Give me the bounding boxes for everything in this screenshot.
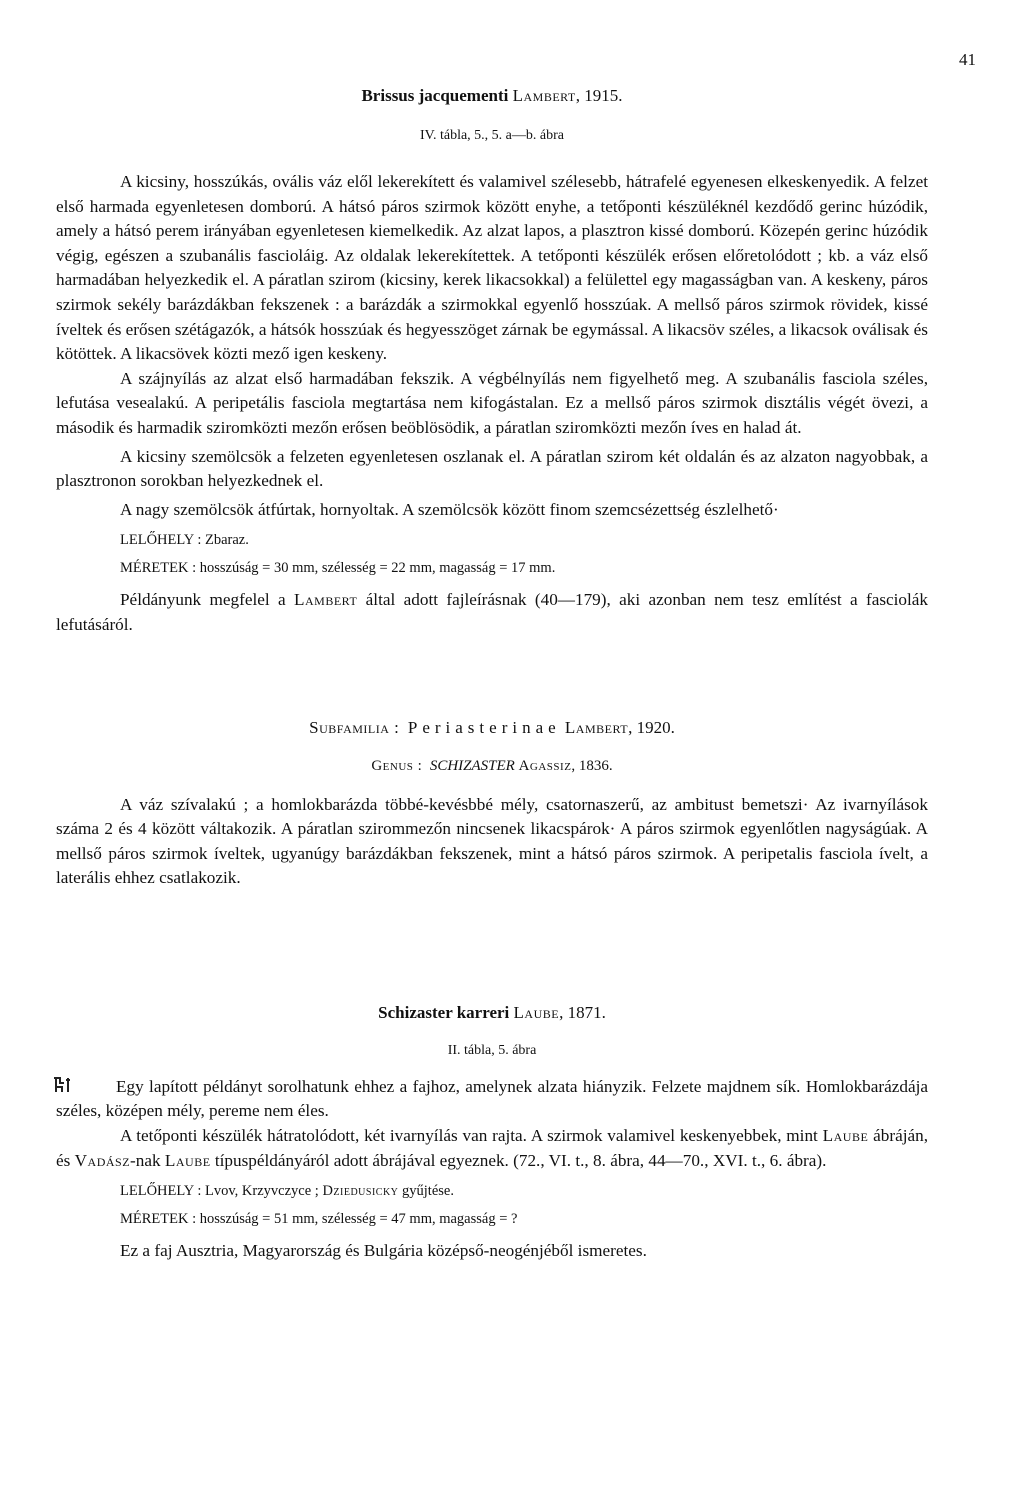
description-paragraph-3: A kicsiny szemölcsök a felzeten egyenletesen oszlanak el. A páratlan szirom két oldalán és az alzaton nagyobbak, a plasztronon sorokban helyezkednek el. [56,446,928,491]
plate-reference [0,128,992,144]
locality-label-2: LELŐHELY : [120,1183,202,1200]
measurements-value-2: hosszúság = 51 mm, szélesség = 47 mm, magasság = ? [199,1211,518,1228]
species-name-2: Schizaster karreri [378,1002,510,1022]
species-heading-schizaster [0,1003,992,1023]
species-author-2: Laube [513,1002,560,1022]
p2-author-vadasz: Vadász [74,1150,131,1170]
species-name: Brissus jacquementi [361,86,509,105]
p2-text-c: -nak [130,1150,165,1170]
measurements-value: hosszúság = 30 mm, szélesség = 22 mm, magasság = 17 mm. [199,560,556,577]
description-paragraph-1: A kicsiny, hosszúkás, ovális váz elől lekerekített és valamivel szélesebb, hátrafelé egyenesen elkeskenyedik. A felzet első harmada egyenletesen domború. A hátsó páros szirmok között enyhe, a tetőponti készüléknél kezdődő gerinc húzódik, amely a hátsó perem irányában egyenletesen kiemelkedik. Az alzat lapos, a plasztron kissé domború. Közepén gerinc húzódik végig, egészen a szubanális fascioláig. Az oldalak lekerekítettek. A tetőponti készülék erősen előretolódott ; kb. a váz első harmadában helyezkedik el. A páratlan szirom (kicsiny, kerek likacsokkal) a felülettel egy magasságban van. A keskeny, páros szirmok sekély barázdákban fekszenek : a barázdák a szirmokkal egyenlő hosszúak. A mellső páros szirmok rövidek, kissé íveltek és erősen szétágazók, a hátsók hosszúak és hegyesszöget zárnak be egymással. A likacsöv széles, a likacsok oválisak és kötöttek. A likacsövek közti mező igen keskeny. [56,172,928,364]
measurements-label: MÉRETEK : [120,560,197,577]
p2-text-d: típuspéldányáról adott ábrájával egyeznek. (72., VI. t., 8. ábra, 44—70., XVI. t., 6. ábra). [210,1150,827,1170]
measurements-label-2: MÉRETEK : [120,1211,197,1228]
locality-line-2 [120,1179,928,1203]
genus-author: Agassiz [518,757,572,774]
p2-author-laube: Laube [822,1126,869,1146]
description-paragraph-2: A szájnyílás az alzat első harmadában fekszik. A végbélnyílás nem figyelhető meg. A szubanális fasciola széles, lefutása vesealakú. A peripetális fasciola megtartása nem kifogástalan. Ez a mellső páros szirmok disztális végét övezi, a második és harmadik sziromközti mezőn erősen beöblösödik, a páratlan sziromközti mezőn íves en halad át. [56,368,928,437]
remark-paragraph [56,588,928,637]
measurements-line-2 [120,1207,928,1231]
species-title [0,86,992,106]
stamp-mark-icon [52,1075,80,1095]
p2-text-a: A tetőponti készülék hátratolódott, két ivarnyílás van rajta. A szirmok valamivel keskenyebbek, mint [120,1126,823,1146]
remark-text-b: által adott fajleírásnak (40—179), aki azonban nem tesz említést a fasciolák lefutásáról. [56,590,929,634]
genus-year: , 1836. [571,757,613,774]
genus-name: SCHIZASTER [429,757,515,774]
locality-value: Zbaraz. [205,532,249,549]
species-title-2 [0,1003,992,1023]
plate-reference-text: IV. tábla, 5., 5. a—b. ábra [420,128,564,143]
page-number: 41 [959,50,976,69]
distribution-sentence: Ez a faj Ausztria, Magyarország és Bulgária középső-neogénjéből ismeretes. [120,1241,647,1261]
genus-description: A váz szívalakú ; a homlokbarázda többé-kevésbbé mély, csatornaszerű, az ambitust bemetszi· Az ivarnyílások száma 2 és 4 között váltakozik. A páratlan szirommezőn nincsenek likacspárok· A páros szirmok egyenlőtlen nagyságúak. A mellső páros szirmok íveltek, ugyanúgy barázdákban fekszenek, mint a hátsó páros szirmok. A peripetalis fasciola ívelt, a laterális ehhez csatlakozik. [56,794,928,888]
subfamily-name: Periasterinae [407,717,561,737]
locality-value-2: Lvov, Krzyvczyce ; [205,1183,323,1200]
subfamily-author: Lambert [564,717,629,737]
locality-after: gyűjtése. [398,1183,454,1200]
locality-line [120,528,928,552]
remark-text-a: Példányunk megfelel a [120,590,295,610]
schizaster-paragraph-2 [56,1124,928,1173]
genus-heading [0,758,992,775]
species-heading-brissus [0,86,992,106]
genus-label: Genus : [371,757,423,774]
p2-author-laube-2: Laube [164,1150,211,1170]
locality-collector: Dziedusicky [322,1183,399,1200]
subfamily-year: , 1920. [628,717,675,737]
subfamily-label: Subfamilia : [309,717,400,737]
measurements-line [120,556,928,580]
plate-reference-2 [0,1043,992,1059]
schizaster-paragraph-1 [56,1075,928,1124]
remark-author: Lambert [294,590,358,610]
species-year: , 1915. [575,86,623,105]
p2-text-b: ábráján, és [56,1126,928,1170]
schizaster-paragraph-1-text: Egy lapított példányt sorolhatunk ehhez a fajhoz, amelynek alzata hiányzik. Felzete majdnem sík. Homlokbarázdája széles, középen mély, pereme nem éles. [56,1076,928,1121]
species-year-2: , 1871. [559,1002,606,1022]
plate-reference-text-2: II. tábla, 5. ábra [447,1042,537,1058]
subfamily-heading [0,718,992,738]
page-content [56,86,928,1264]
locality-label: LELŐHELY : [120,532,202,549]
description-paragraph-4: A nagy szemölcsök átfúrtak, hornyoltak. A szemölcsök között finom szemcsézettség észlelhető· [120,499,779,519]
species-author: Lambert [512,86,576,105]
